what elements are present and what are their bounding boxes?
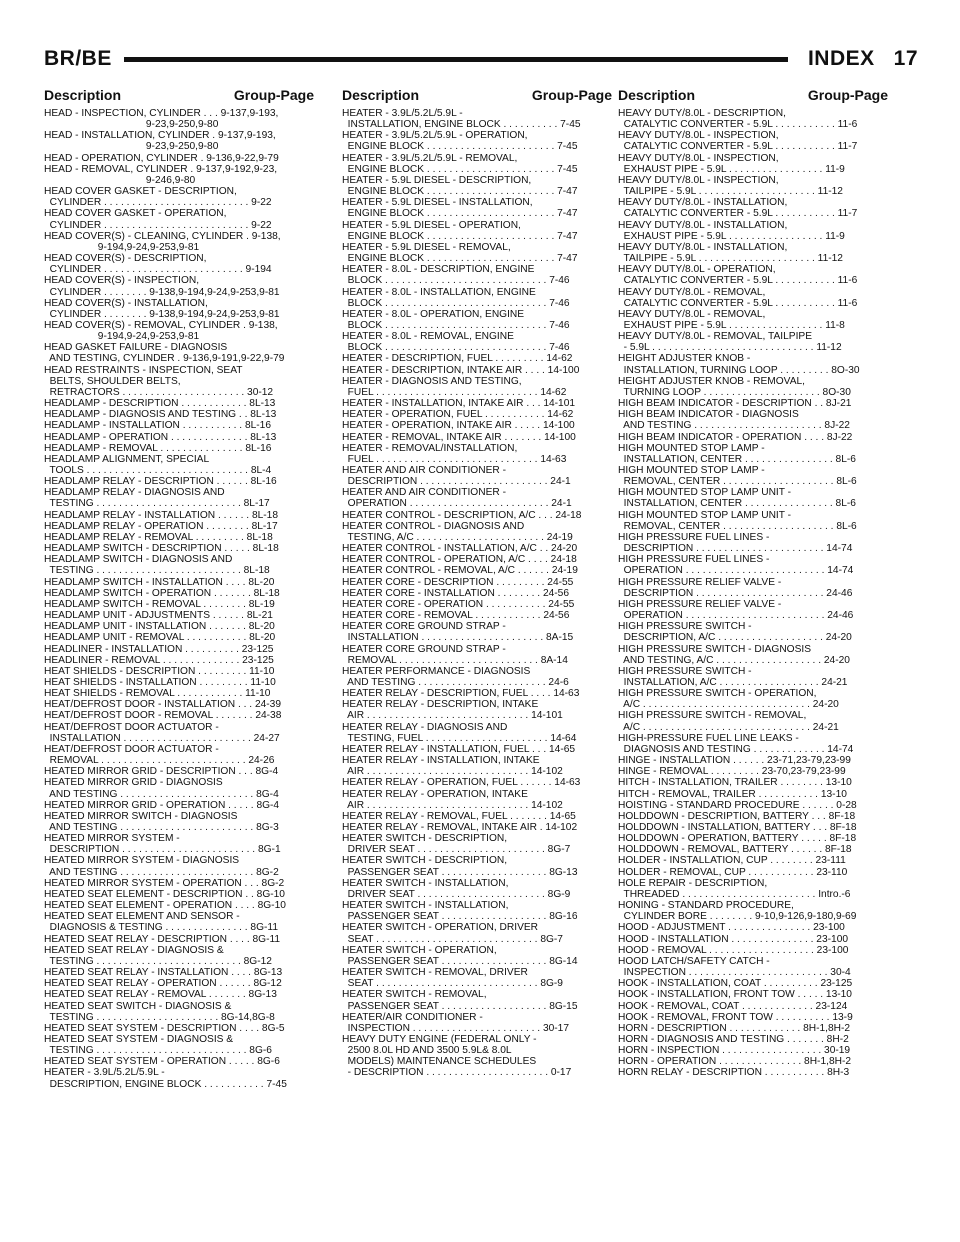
index-entry-line: PASSENGER SEAT . . . . . . . . . . . . . . . . . . . 8G-16 — [342, 911, 578, 923]
index-entry-line: HEATER - 8.0L - DESCRIPTION, ENGINE — [342, 264, 535, 276]
index-entry-line: HEAD COVER(S) - INSTALLATION, — [44, 297, 208, 309]
index-entry-line: HEAT/DEFROST DOOR ACTUATOR - — [44, 743, 219, 755]
index-entry-line: HORN RELAY - DESCRIPTION . . . . . . . . . . . 8H-3 — [618, 1067, 850, 1079]
index-entry-line: PASSENGER SEAT . . . . . . . . . . . . . . . . . . . 8G-14 — [342, 955, 578, 967]
index-entry-line: HEAVY DUTY/8.0L - INSTALLATION, — [618, 219, 788, 231]
index-entry-line: HEATER CONTROL - DIAGNOSIS AND — [342, 520, 525, 532]
index-entry-line: HEADLAMP RELAY - INSTALLATION . . . . . . 8L-18 — [44, 509, 279, 521]
index-entry-line: HOLDER - INSTALLATION, CUP . . . . . . . . 23-111 — [618, 855, 846, 867]
index-entry-line: HEATER RELAY - DESCRIPTION, INTAKE — [342, 699, 539, 711]
index-entry-line: TESTING . . . . . . . . . . . . . . . . . . . . . . . . . . 8L-17 — [44, 498, 270, 510]
index-entry-line: CYLINDER . . . . . . . . . . . . . . . . . . . . . . . . . . 9-22 — [44, 219, 272, 231]
index-entry-line: HEATED SEAT SYSTEM - OPERATION . . . . . 8G-6 — [44, 1056, 280, 1068]
index-entry-line: HEATER/AIR CONDITIONER - — [342, 1011, 483, 1023]
index-entry-line: HEATER RELAY - OPERATION, FUEL . . . . . . 14-63 — [342, 777, 581, 789]
index-entry-line: HEATER CORE GROUND STRAP - — [342, 643, 506, 655]
index-entry-line: HIGH PRESSURE SWITCH - REMOVAL, — [618, 710, 807, 722]
column-header-3 — [618, 84, 888, 106]
index-entry-line: DRIVER SEAT . . . . . . . . . . . . . . . . . . . . . . . 8G-9 — [342, 888, 571, 900]
index-entry-line: DESCRIPTION . . . . . . . . . . . . . . . . . . . . . . . 24-1 — [342, 476, 571, 488]
index-entry-line: HEATER - OPERATION, FUEL . . . . . . . . . . . 14-62 — [342, 409, 574, 421]
index-entry-line: HEATER CONTROL - OPERATION, A/C . . . . 24-18 — [342, 554, 577, 566]
index-entry-line: HEATER SWITCH - REMOVAL, DRIVER — [342, 967, 528, 979]
index-entry-line: OPERATION . . . . . . . . . . . . . . . . . . . . . . . . . 24-1 — [342, 498, 572, 510]
index-entry-line: CATALYTIC CONVERTER - 5.9L . . . . . . . . . . . 11-6 — [618, 297, 858, 309]
index-entry-line: HEATER - 3.9L/5.2L/5.9L - OPERATION, — [342, 130, 528, 142]
index-entry-line: INSTALLATION . . . . . . . . . . . . . . . . . . . . . . . 24-27 — [44, 732, 280, 744]
index-entry-line: AND TESTING . . . . . . . . . . . . . . . . . . . . . . . 24-6 — [342, 676, 569, 688]
index-entry-line: HEATER - 3.9L/5.2L/5.9L - — [342, 108, 463, 119]
index-entry-line: BELTS, SHOULDER BELTS, — [44, 375, 181, 387]
index-entry-line: HEAT/DEFROST DOOR ACTUATOR - — [44, 721, 219, 733]
index-entry-line: ENGINE BLOCK . . . . . . . . . . . . . . . . . . . . . . . 7-47 — [342, 186, 578, 198]
index-entry-line: HEADLAMP - DESCRIPTION . . . . . . . . . . . . 8L-13 — [44, 398, 276, 410]
index-entry-line: HEAVY DUTY/8.0L - OPERATION, — [618, 264, 776, 276]
index-entry-line: REMOVAL . . . . . . . . . . . . . . . . . . . . . . . . . . 24-26 — [44, 755, 275, 767]
index-entry-line: HIGH BEAM INDICATOR - DIAGNOSIS — [618, 409, 799, 421]
index-entry-line: HOLE REPAIR - DESCRIPTION, — [618, 877, 768, 889]
index-entry-line: TESTING . . . . . . . . . . . . . . . . . . . . . . . . . . 8L-18 — [44, 565, 270, 577]
index-entry-line: EXHAUST PIPE - 5.9L . . . . . . . . . . . . . . . . . 11-9 — [618, 230, 845, 242]
index-entry-line: TESTING, A/C . . . . . . . . . . . . . . . . . . . . . . . 24-19 — [342, 531, 573, 543]
index-entry-line: HIGH PRESSURE SWITCH - DIAGNOSIS — [618, 643, 812, 655]
index-entry-line: HOLDDOWN - DESCRIPTION, BATTERY . . . 8F-18 — [618, 810, 856, 822]
index-entry-line: HEATED SEAT RELAY - DESCRIPTION . . . . 8G-11 — [44, 933, 281, 945]
index-entry-line: HEATER - DESCRIPTION, INTAKE AIR . . . . 14-100 — [342, 364, 580, 376]
index-entry-line: INSTALLATION, TURNING LOOP . . . . . . . . . 8O-30 — [618, 364, 860, 376]
index-entry-line: DESCRIPTION . . . . . . . . . . . . . . . . . . . . . . . 14-74 — [618, 543, 853, 555]
index-entry-line: HEADLAMP UNIT - INSTALLATION . . . . . . . 8L-20 — [44, 621, 275, 633]
index-entry-line: ENGINE BLOCK . . . . . . . . . . . . . . . . . . . . . . . 7-45 — [342, 163, 578, 175]
index-entry-line: HIGH MOUNTED STOP LAMP - — [618, 442, 765, 454]
index-entry-line: HEATER RELAY - INSTALLATION, INTAKE — [342, 755, 540, 767]
index-entry-line: CATALYTIC CONVERTER - 5.9L . . . . . . . . . . . 11-7 — [618, 208, 858, 220]
index-entry-line: PASSENGER SEAT . . . . . . . . . . . . . . . . . . . 8G-15 — [342, 1000, 578, 1012]
index-entry-line: HOOD - ADJUSTMENT . . . . . . . . . . . . . . . 23-100 — [618, 922, 845, 934]
index-entry-line: FUEL . . . . . . . . . . . . . . . . . . . . . . . . . . . . . 14-62 — [342, 386, 567, 398]
index-entry-line: HOOK - REMOVAL, COAT . . . . . . . . . . . . . 23-124 — [618, 1000, 848, 1012]
index-entry-line: INSTALLATION, CENTER . . . . . . . . . . . . . . . . 8L-6 — [618, 453, 856, 465]
index-entry-line: HINGE - REMOVAL . . . . . . . . . 23-70,23-79,23-99 — [618, 766, 846, 778]
index-entry-line: DESCRIPTION, A/C . . . . . . . . . . . . . . . . . . . 24-20 — [618, 632, 852, 644]
index-entry-line: HEATER - 5.9L DIESEL - REMOVAL, — [342, 241, 511, 253]
index-entry-line: HORN - DIAGNOSIS AND TESTING . . . . . . . 8H-2 — [618, 1033, 849, 1045]
index-entry-line: HEATER CORE GROUND STRAP - — [342, 621, 506, 633]
page-header — [44, 44, 918, 74]
index-entry-line: HEATER - 8.0L - INSTALLATION, ENGINE — [342, 286, 536, 298]
index-entry-line: TOOLS . . . . . . . . . . . . . . . . . . . . . . . . . . . . . 8L-4 — [44, 465, 272, 476]
index-entry-line: AND TESTING, A/C . . . . . . . . . . . . . . . . . . . 24-20 — [618, 654, 850, 666]
index-entry-line: HORN - DESCRIPTION . . . . . . . . . . . . . 8H-1,8H-2 — [618, 1022, 851, 1034]
index-entry-line: HEATER SWITCH - REMOVAL, — [342, 989, 487, 1001]
index-entry-line: HIGH PRESSURE SWITCH - — [618, 621, 752, 633]
header-rule — [124, 57, 788, 62]
index-entry-line: EXHAUST PIPE - 5.9L . . . . . . . . . . . . . . . . . 11-9 — [618, 163, 845, 175]
index-entry-line: HEAVY DUTY/8.0L - REMOVAL, — [618, 286, 766, 298]
index-entry-line: HEATED SEAT RELAY - OPERATION . . . . . . 8G-12 — [44, 978, 282, 990]
index-entry-line: SEAT . . . . . . . . . . . . . . . . . . . . . . . . . . . . . 8G-7 — [342, 933, 563, 945]
index-entry-line: HONING - STANDARD PROCEDURE, — [618, 900, 794, 912]
index-entry-line: CYLINDER . . . . . . . . . . . . . . . . . . . . . . . . . 9-194 — [44, 264, 272, 276]
index-entry-line: HEATED SEAT RELAY - REMOVAL . . . . . . . 8G-13 — [44, 989, 277, 1001]
index-entry-line: HEATER - 8.0L - REMOVAL, ENGINE — [342, 331, 514, 343]
index-entry-line: HEADLAMP UNIT - ADJUSTMENTS . . . . . . 8L-21 — [44, 610, 273, 622]
index-entry-line: HEAVY DUTY/8.0L - INSTALLATION, — [618, 241, 788, 253]
index-entry-line: TURNING LOOP . . . . . . . . . . . . . . . . . . . . . 8O-30 — [618, 386, 851, 398]
index-entry-line: HEATED SEAT ELEMENT AND SENSOR - — [44, 911, 240, 923]
index-entry-line: HEATER - INSTALLATION, INTAKE AIR . . . 14-101 — [342, 398, 576, 410]
index-entry-line: TAILPIPE - 5.9L . . . . . . . . . . . . . . . . . . . . . 11-12 — [618, 186, 843, 198]
index-entry-line: HEAD - INSTALLATION, CYLINDER . 9-137,9-193, — [44, 130, 276, 142]
index-entry-line: HEATER CORE - INSTALLATION . . . . . . . . 24-56 — [342, 587, 570, 599]
index-entry-line: HEADLAMP - REMOVAL . . . . . . . . . . . . . . . 8L-16 — [44, 442, 272, 454]
index-entry-line: CATALYTIC CONVERTER - 5.9L . . . . . . . . . . . 11-7 — [618, 141, 858, 153]
index-entry-line: REMOVAL . . . . . . . . . . . . . . . . . . . . . . . . . 8A-14 — [342, 654, 568, 666]
index-entry-line: HEADLAMP RELAY - REMOVAL . . . . . . . . . 8L-18 — [44, 531, 273, 543]
index-entry-line: HOOD LATCH/SAFETY CATCH - — [618, 955, 770, 967]
index-entry-line: HEATED MIRROR GRID - OPERATION . . . . . 8G-4 — [44, 799, 280, 811]
index-entry-line: HIGH PRESSURE SWITCH - — [618, 665, 752, 677]
index-entry-line: HEATER - 8.0L - OPERATION, ENGINE — [342, 308, 525, 320]
index-column-1 — [44, 108, 314, 1090]
index-entry-line: DESCRIPTION . . . . . . . . . . . . . . . . . . . . . . . 24-46 — [618, 587, 853, 599]
index-entry-line: FUEL . . . . . . . . . . . . . . . . . . . . . . . . . . . . . 14-63 — [342, 453, 567, 465]
index-entry-line: HEATED SEAT SWITCH - DIAGNOSIS & — [44, 1000, 232, 1012]
index-entry-line: HEAVY DUTY/8.0L - DESCRIPTION, — [618, 108, 786, 119]
index-entry-line: HEATER SWITCH - INSTALLATION, — [342, 877, 509, 889]
column-header-description: Description — [44, 87, 122, 103]
index-entry-line: SEAT . . . . . . . . . . . . . . . . . . . . . . . . . . . . . 8G-9 — [342, 978, 563, 990]
index-entry-line: HORN - OPERATION . . . . . . . . . . . . . . . 8H-1,8H-2 — [618, 1056, 852, 1068]
index-entry-line: HEATER - 5.9L DIESEL - OPERATION, — [342, 219, 521, 231]
index-entry-line: HITCH - INSTALLATION, TRAILER . . . . . . . . 13-10 — [618, 777, 852, 789]
index-entry-line: HEATER - DESCRIPTION, FUEL . . . . . . . . . 14-62 — [342, 353, 573, 365]
index-entry-line: HEATER AND AIR CONDITIONER - — [342, 465, 506, 476]
index-entry-line: HEATED MIRROR GRID - DESCRIPTION . . . 8G-4 — [44, 766, 279, 778]
index-entry-line: HEAT/DEFROST DOOR - INSTALLATION . . . 24-39 — [44, 699, 281, 711]
index-entry-line: HOLDDOWN - REMOVAL, BATTERY . . . . . . 8F-18 — [618, 844, 852, 856]
index-entry-line: HIGH PRESSURE RELIEF VALVE - — [618, 598, 782, 610]
index-entry-line: HOOD - REMOVAL . . . . . . . . . . . . . . . . . . . 23-100 — [618, 944, 849, 956]
column-header-1 — [44, 84, 314, 106]
index-entry-line: 9-246,9-80 — [44, 174, 196, 186]
index-entry-line: PASSENGER SEAT . . . . . . . . . . . . . . . . . . . 8G-13 — [342, 866, 578, 878]
index-entry-line: HORN - INSPECTION . . . . . . . . . . . . . . . . . . 30-19 — [618, 1045, 851, 1057]
index-entry-line: ENGINE BLOCK . . . . . . . . . . . . . . . . . . . . . . . 7-45 — [342, 141, 578, 153]
index-entry-line: HINGE - INSTALLATION . . . . . . 23-71,23-79,23-99 — [618, 755, 851, 767]
index-entry-line: HEATED MIRROR SYSTEM - OPERATION . . . 8G-2 — [44, 877, 285, 889]
index-entry-line: HEATER PERFORMANCE - DIAGNOSIS — [342, 665, 531, 677]
index-entry-line: HIGH PRESSURE FUEL LINES - — [618, 554, 770, 566]
index-entry-line: HEAD COVER(S) - DESCRIPTION, — [44, 253, 207, 265]
index-entry-line: HEAT SHIELDS - REMOVAL . . . . . . . . . . . . 11-10 — [44, 688, 271, 700]
index-entry-line: HEATER RELAY - OPERATION, INTAKE — [342, 788, 528, 800]
index-entry-line: HEATER CORE - REMOVAL . . . . . . . . . . . . 24-56 — [342, 610, 570, 622]
index-entry-line: HEAD GASKET FAILURE - DIAGNOSIS — [44, 342, 228, 354]
index-entry-line: HIGH-PRESSURE FUEL LINE LEAKS - — [618, 732, 799, 744]
index-entry-line: A/C . . . . . . . . . . . . . . . . . . . . . . . . . . . . . . 24-21 — [618, 721, 839, 733]
index-entry-line: HEAVY DUTY/8.0L - REMOVAL, — [618, 308, 766, 320]
index-entry-line: HEADLAMP SWITCH - INSTALLATION . . . . 8L-20 — [44, 576, 275, 588]
index-entry-line: HEATER CONTROL - DESCRIPTION, A/C . . . 24-18 — [342, 509, 582, 521]
index-entry-line: HEATED SEAT RELAY - INSTALLATION . . . . 8G-13 — [44, 967, 283, 979]
index-entry-line: HEATER - DIAGNOSIS AND TESTING, — [342, 375, 522, 387]
index-entry-line: HOLDER - REMOVAL, CUP . . . . . . . . . . . . 23-110 — [618, 866, 848, 878]
index-entry-line: CATALYTIC CONVERTER - 5.9L . . . . . . . . . . . 11-6 — [618, 275, 858, 287]
index-entry-line: HEATER - 3.9L/5.2L/5.9L - — [44, 1067, 165, 1079]
index-entry-line: HEAD COVER GASKET - OPERATION, — [44, 208, 227, 220]
index-entry-line: OPERATION . . . . . . . . . . . . . . . . . . . . . . . . . 24-46 — [618, 610, 854, 622]
index-entry-line: HEAD COVER GASKET - DESCRIPTION, — [44, 186, 237, 198]
index-entry-line: HIGH MOUNTED STOP LAMP - — [618, 465, 765, 476]
index-entry-line: REMOVAL, CENTER . . . . . . . . . . . . . . . . . . . . 8L-6 — [618, 476, 857, 488]
index-entry-line: HEATED SEAT RELAY - DIAGNOSIS & — [44, 944, 224, 956]
index-entry-line: HIGH MOUNTED STOP LAMP UNIT - — [618, 487, 792, 499]
column-header-2 — [342, 84, 612, 106]
index-entry-line: TESTING . . . . . . . . . . . . . . . . . . . . . . . . . . . 8G-6 — [44, 1045, 272, 1057]
index-entry-line: BLOCK . . . . . . . . . . . . . . . . . . . . . . . . . . . . . 7-46 — [342, 342, 570, 354]
index-entry-line: HEADLINER - INSTALLATION . . . . . . . . . . 23-125 — [44, 643, 274, 655]
index-entry-line: HOISTING - STANDARD PROCEDURE . . . . . . 0-28 — [618, 799, 857, 811]
index-entry-line: HEADLAMP RELAY - OPERATION . . . . . . . . 8L-17 — [44, 520, 278, 532]
index-entry-line: HEADLAMP ALIGNMENT, SPECIAL — [44, 453, 210, 465]
index-entry-line: CATALYTIC CONVERTER - 5.9L . . . . . . . . . . . 11-6 — [618, 119, 858, 131]
index-entry-line: DIAGNOSIS & TESTING . . . . . . . . . . . . . . . 8G-11 — [44, 922, 278, 934]
index-entry-line: HEATER RELAY - INSTALLATION, FUEL . . . 14-65 — [342, 743, 576, 755]
index-entry-line: - DESCRIPTION . . . . . . . . . . . . . . . . . . . . . . 0-17 — [342, 1067, 572, 1079]
index-entry-line: ENGINE BLOCK . . . . . . . . . . . . . . . . . . . . . . . 7-47 — [342, 230, 578, 242]
index-entry-line: EXHAUST PIPE - 5.9L . . . . . . . . . . . . . . . . . 11-8 — [618, 319, 845, 331]
index-entry-line: ENGINE BLOCK . . . . . . . . . . . . . . . . . . . . . . . 7-47 — [342, 253, 578, 265]
index-entry-line: HEADLAMP - OPERATION . . . . . . . . . . . . . . 8L-13 — [44, 431, 277, 443]
index-entry-line: HIGH BEAM INDICATOR - OPERATION . . . . 8J-22 — [618, 431, 853, 443]
index-entry-line: REMOVAL, CENTER . . . . . . . . . . . . . . . . . . . . 8L-6 — [618, 520, 857, 532]
index-entry-line: CYLINDER . . . . . . . . 9-138,9-194,9-24,9-253,9-81 — [44, 286, 280, 298]
index-entry-line: 9-23,9-250,9-80 — [44, 141, 219, 153]
index-entry-line: HEATER SWITCH - DESCRIPTION, — [342, 833, 508, 845]
index-column-3 — [618, 108, 888, 1079]
column-header-group-page: Group-Page — [233, 87, 314, 103]
index-entry-line: HIGH PRESSURE SWITCH - OPERATION, — [618, 688, 817, 700]
index-entry-line: BLOCK . . . . . . . . . . . . . . . . . . . . . . . . . . . . . 7-46 — [342, 275, 570, 287]
index-entry-line: HEADLAMP SWITCH - DESCRIPTION . . . . . 8L-18 — [44, 543, 279, 555]
index-entry-line: HEATER SWITCH - OPERATION, — [342, 944, 497, 956]
index-entry-line: HEAD - OPERATION, CYLINDER . 9-136,9-22,9-79 — [44, 152, 279, 164]
index-entry-line: HOOK - INSTALLATION, FRONT TOW . . . . . 13-10 — [618, 989, 852, 1001]
index-entry-line: HEAD COVER(S) - REMOVAL, CYLINDER . 9-138, — [44, 319, 278, 331]
index-entry-line: HEATED MIRROR GRID - DIAGNOSIS — [44, 777, 223, 789]
index-entry-line: RETRACTORS . . . . . . . . . . . . . . . . . . . . . . 30-12 — [44, 386, 274, 398]
index-entry-line: AND TESTING . . . . . . . . . . . . . . . . . . . . . . . . 8G-4 — [44, 788, 279, 800]
index-entry-line: DRIVER SEAT . . . . . . . . . . . . . . . . . . . . . . . 8G-7 — [342, 844, 571, 856]
column-header-group-page: Group-Page — [807, 87, 888, 103]
index-entry-line: HEADLAMP RELAY - DIAGNOSIS AND — [44, 487, 225, 499]
index-entry-line: HEAD RESTRAINTS - INSPECTION, SEAT — [44, 364, 243, 376]
index-entry-line: HOOK - REMOVAL, FRONT TOW . . . . . . . . . . 13-9 — [618, 1011, 853, 1023]
index-entry-line: HEATER SWITCH - DESCRIPTION, — [342, 855, 508, 867]
index-entry-line: AND TESTING, CYLINDER . 9-136,9-191,9-22,9-79 — [44, 353, 285, 365]
column-header-description: Description — [342, 87, 420, 103]
index-entry-line: HEAD - REMOVAL, CYLINDER . 9-137,9-192,9-23, — [44, 163, 278, 175]
index-entry-line: AIR . . . . . . . . . . . . . . . . . . . . . . . . . . . . . 14-102 — [342, 766, 563, 778]
index-entry-line: AND TESTING . . . . . . . . . . . . . . . . . . . . . . . . 8G-2 — [44, 866, 279, 878]
index-entry-line: HEATED MIRROR SWITCH - DIAGNOSIS — [44, 810, 238, 822]
index-entry-line: HEATED SEAT ELEMENT - OPERATION . . . . 8G-10 — [44, 900, 286, 912]
index-entry-line: INSPECTION . . . . . . . . . . . . . . . . . . . . . . . . . 30-4 — [618, 967, 851, 979]
index-entry-line: THREADED . . . . . . . . . . . . . . . . . . . . . . . . Intro.-6 — [618, 888, 851, 900]
index-entry-line: CYLINDER . . . . . . . . . . . . . . . . . . . . . . . . . . 9-22 — [44, 197, 272, 209]
index-entry-line: HEATED SEAT SYSTEM - DIAGNOSIS & — [44, 1033, 234, 1045]
index-entry-line: HOLDDOWN - OPERATION, BATTERY . . . . . 8F-18 — [618, 833, 857, 845]
index-entry-line: HEADLINER - REMOVAL . . . . . . . . . . . . . . 23-125 — [44, 654, 274, 666]
index-entry-line: HEAVY DUTY/8.0L - REMOVAL, TAILPIPE — [618, 331, 813, 343]
index-entry-line: MODELS) MAINTENANCE SCHEDULES — [342, 1056, 537, 1068]
index-entry-line: HEADLAMP SWITCH - DIAGNOSIS AND — [44, 554, 233, 566]
index-entry-line: HEATER SWITCH - INSTALLATION, — [342, 900, 509, 912]
index-entry-line: HEATER CONTROL - REMOVAL, A/C . . . . . . 24-19 — [342, 565, 578, 577]
index-entry-line: HEAT SHIELDS - DESCRIPTION . . . . . . . . . 11-10 — [44, 665, 275, 677]
index-entry-line: A/C . . . . . . . . . . . . . . . . . . . . . . . . . . . . . . 24-20 — [618, 699, 839, 711]
index-entry-line: - 5.9L . . . . . . . . . . . . . . . . . . . . . . . . . . . . . 11-12 — [618, 342, 842, 354]
index-entry-line: INSTALLATION, A/C . . . . . . . . . . . . . . . . . . 24-21 — [618, 676, 848, 688]
column-header-group-page: Group-Page — [531, 87, 612, 103]
index-entry-line: ENGINE BLOCK . . . . . . . . . . . . . . . . . . . . . . . 7-47 — [342, 208, 578, 220]
index-entry-line: TAILPIPE - 5.9L . . . . . . . . . . . . . . . . . . . . . 11-12 — [618, 253, 843, 265]
index-entry-line: BLOCK . . . . . . . . . . . . . . . . . . . . . . . . . . . . . 7-46 — [342, 297, 570, 309]
index-entry-line: INSTALLATION . . . . . . . . . . . . . . . . . . . . . . 8A-15 — [342, 632, 574, 644]
index-entry-line: INSPECTION . . . . . . . . . . . . . . . . . . . . . . . 30-17 — [342, 1022, 570, 1034]
index-entry-line: HEAD - INSPECTION, CYLINDER . . . 9-137,9-193, — [44, 108, 279, 119]
index-entry-line: HEATED SEAT ELEMENT - DESCRIPTION . . 8G-10 — [44, 888, 285, 900]
index-entry-line: HEATER - 5.9L DIESEL - DESCRIPTION, — [342, 174, 532, 186]
index-entry-line: 9-194,9-24,9-253,9-81 — [44, 331, 200, 343]
index-entry-line: HEADLAMP - INSTALLATION . . . . . . . . . . . 8L-16 — [44, 420, 272, 432]
index-entry-line: HIGH BEAM INDICATOR - DESCRIPTION . . 8J-21 — [618, 398, 852, 410]
index-entry-line: HEATER - REMOVAL, INTAKE AIR . . . . . . . 14-100 — [342, 431, 576, 443]
index-entry-line: HEATER RELAY - DESCRIPTION, FUEL . . . . 14-63 — [342, 688, 580, 700]
column-header-description: Description — [618, 87, 696, 103]
header-left: BR/BE — [44, 44, 122, 74]
index-entry-line: HEADLAMP SWITCH - OPERATION . . . . . . . 8L-18 — [44, 587, 280, 599]
index-entry-line: TESTING, FUEL . . . . . . . . . . . . . . . . . . . . . . 14-64 — [342, 732, 577, 744]
index-entry-line: HEAVY DUTY/8.0L - INSTALLATION, — [618, 197, 788, 209]
index-entry-line: HEATER RELAY - REMOVAL, INTAKE AIR . 14-102 — [342, 822, 578, 833]
index-entry-line: HEATER - OPERATION, INTAKE AIR . . . . . 14-100 — [342, 420, 575, 432]
index-entry-line: BLOCK . . . . . . . . . . . . . . . . . . . . . . . . . . . . . 7-46 — [342, 319, 570, 331]
index-entry-line: HEATER - 5.9L DIESEL - INSTALLATION, — [342, 197, 533, 209]
index-entry-line: HEATER CORE - OPERATION . . . . . . . . . . . 24-55 — [342, 598, 575, 610]
index-entry-line: HEATER SWITCH - OPERATION, DRIVER — [342, 922, 539, 934]
index-entry-line: 9-194,9-24,9-253,9-81 — [44, 241, 200, 253]
index-entry-line: HEATED MIRROR SYSTEM - — [44, 833, 180, 845]
header-right: INDEX 17 — [798, 44, 918, 74]
index-entry-line: HEAT/DEFROST DOOR - REMOVAL . . . . . . . 24-38 — [44, 710, 282, 722]
index-entry-line: HEATER RELAY - DIAGNOSIS AND — [342, 721, 508, 733]
index-entry-line: AIR . . . . . . . . . . . . . . . . . . . . . . . . . . . . . 14-102 — [342, 799, 563, 811]
index-entry-line: CYLINDER BORE . . . . . . . . 9-10,9-126,9-180,9-69 — [618, 911, 857, 923]
index-entry-line: HEAVY DUTY ENGINE (FEDERAL ONLY - — [342, 1033, 537, 1045]
index-entry-line: AND TESTING . . . . . . . . . . . . . . . . . . . . . . . 8J-22 — [618, 420, 850, 432]
index-entry-line: HEADLAMP UNIT - REMOVAL . . . . . . . . . . . 8L-20 — [44, 632, 276, 644]
index-entry-line: HEIGHT ADJUSTER KNOB - — [618, 353, 751, 365]
index-entry-line: HEATED SEAT SYSTEM - DESCRIPTION . . . . 8G-5 — [44, 1022, 285, 1034]
index-column-2 — [342, 108, 612, 1079]
index-entry-line: HEAVY DUTY/8.0L - INSPECTION, — [618, 174, 779, 186]
index-entry-line: INSTALLATION, ENGINE BLOCK . . . . . . . . . . 7-45 — [342, 119, 581, 131]
index-entry-line: HIGH MOUNTED STOP LAMP UNIT - — [618, 509, 792, 521]
index-entry-line: HEADLAMP RELAY - DESCRIPTION . . . . . . 8L-16 — [44, 476, 277, 488]
index-entry-line: CYLINDER . . . . . . . . 9-138,9-194,9-24,9-253,9-81 — [44, 308, 280, 320]
index-entry-line: TESTING . . . . . . . . . . . . . . . . . . . . . . . . . . 8G-12 — [44, 955, 272, 967]
index-entry-line: DESCRIPTION . . . . . . . . . . . . . . . . . . . . . . . . 8G-1 — [44, 844, 281, 856]
index-entry-line: INSTALLATION, CENTER . . . . . . . . . . . . . . . . 8L-6 — [618, 498, 856, 510]
index-entry-line: HEATER RELAY - REMOVAL, FUEL . . . . . . . 14-65 — [342, 810, 576, 822]
index-entry-line: HEADLAMP SWITCH - REMOVAL . . . . . . . . 8L-19 — [44, 598, 275, 610]
index-entry-line: HEADLAMP - DIAGNOSIS AND TESTING . . 8L-13 — [44, 409, 277, 421]
index-entry-line: HIGH PRESSURE RELIEF VALVE - — [618, 576, 782, 588]
index-entry-line: HEAD COVER(S) - CLEANING, CYLINDER . 9-138, — [44, 230, 281, 242]
index-entry-line: HITCH - REMOVAL, TRAILER . . . . . . . . . . . 13-10 — [618, 788, 847, 800]
index-entry-line: HEIGHT ADJUSTER KNOB - REMOVAL, — [618, 375, 805, 387]
column-headers — [44, 84, 918, 106]
index-entry-line: DIAGNOSIS AND TESTING . . . . . . . . . . . . . 14-74 — [618, 743, 854, 755]
index-entry-line: DESCRIPTION, ENGINE BLOCK . . . . . . . . . . . 7-45 — [44, 1078, 287, 1090]
index-entry-line: AND TESTING . . . . . . . . . . . . . . . . . . . . . . . . 8G-3 — [44, 822, 279, 833]
index-entry-line: HEATER - REMOVAL/INSTALLATION, — [342, 442, 518, 454]
index-entry-line: HEAD COVER(S) - INSPECTION, — [44, 275, 200, 287]
index-entry-line: HEATER AND AIR CONDITIONER - — [342, 487, 506, 499]
index-entry-line: HEAVY DUTY/8.0L - INSPECTION, — [618, 130, 779, 142]
index-entry-line: 2500 8.0L HD AND 3500 5.9L& 8.0L — [342, 1045, 512, 1057]
index-entry-line: HEATER CONTROL - INSTALLATION, A/C . . 24-20 — [342, 543, 578, 555]
index-entry-line: HIGH PRESSURE FUEL LINES - — [618, 531, 770, 543]
index-entry-line: HEATED MIRROR SYSTEM - DIAGNOSIS — [44, 855, 240, 867]
index-entry-line: HEAT SHIELDS - INSTALLATION . . . . . . . . . 11-10 — [44, 676, 276, 688]
index-entry-line: HOLDDOWN - INSTALLATION, BATTERY . . . 8F-18 — [618, 822, 857, 833]
index-entry-line: HOOD - INSTALLATION . . . . . . . . . . . . . . . 23-100 — [618, 933, 849, 945]
index-entry-line: HOOK - INSTALLATION, COAT . . . . . . . . . . 23-125 — [618, 978, 853, 990]
index-entry-line: HEATER CORE - DESCRIPTION . . . . . . . . . 24-55 — [342, 576, 574, 588]
index-entry-line: 9-23,9-250,9-80 — [44, 119, 219, 131]
index-entry-line: HEATER - 3.9L/5.2L/5.9L - REMOVAL, — [342, 152, 518, 164]
index-entry-line: TESTING . . . . . . . . . . . . . . . . . . . . . . 8G-14,8G-8 — [44, 1011, 275, 1023]
index-entry-line: OPERATION . . . . . . . . . . . . . . . . . . . . . . . . . 14-74 — [618, 565, 854, 577]
index-entry-line: AIR . . . . . . . . . . . . . . . . . . . . . . . . . . . . . 14-101 — [342, 710, 563, 722]
index-entry-line: HEAVY DUTY/8.0L - INSPECTION, — [618, 152, 779, 164]
